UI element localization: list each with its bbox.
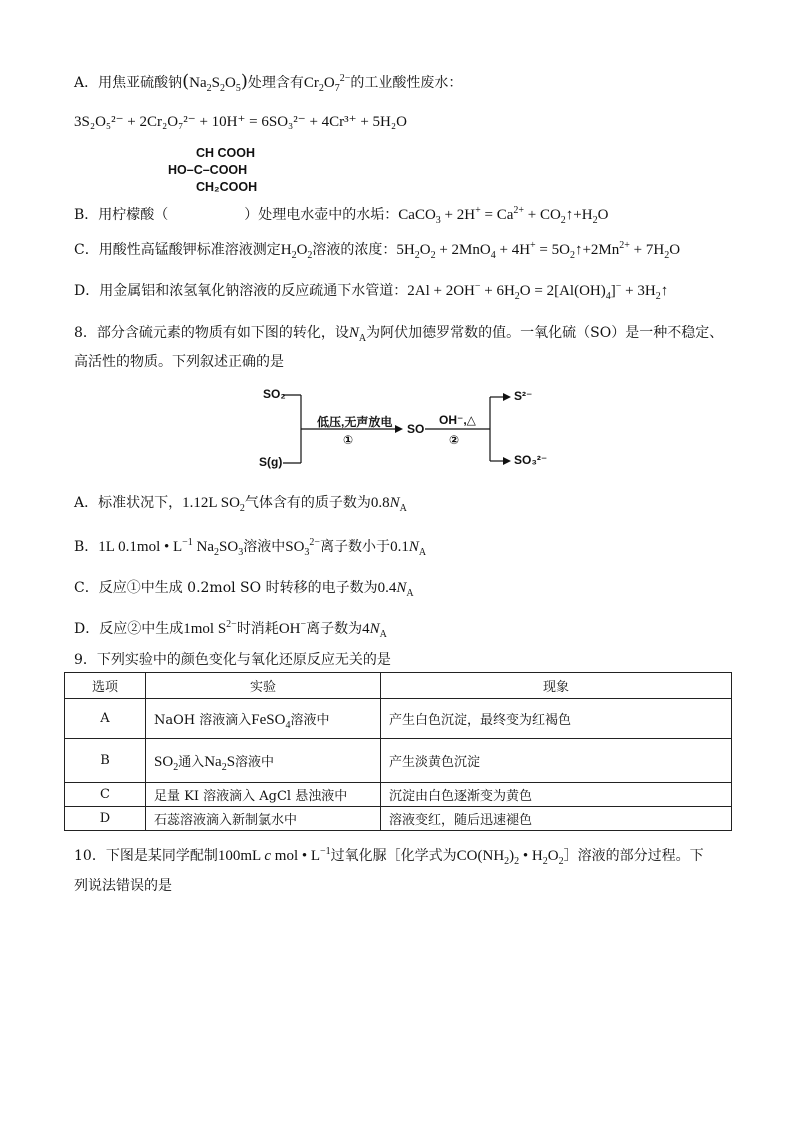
row-experiment: $SO_2$通入$Na_2S$溶液中	[146, 739, 381, 783]
q7-option-a: A．用焦亚硫酸钠$(Na_2S_2O_5)$处理含有$Cr_2O_7^{2-}$的工业酸性废水：	[74, 71, 463, 94]
row-option: D	[65, 807, 146, 831]
q10-stem-line1: 10．下图是某同学配制100mL c mol • $L^{-1}$过氧化脲［化学式为$CO(NH_2)_2$ • $H_2O_2]$溶液的部分过程。下	[74, 846, 704, 867]
row-option: A	[65, 699, 146, 739]
table-row	[65, 739, 732, 783]
row-phenomenon: 溶液变红，随后迅速褪色	[381, 807, 732, 831]
table-row	[65, 807, 732, 831]
row-experiment: 足量 KI 溶液滴入 AgCl 悬浊液中	[146, 783, 381, 807]
q7-option-a-equation: 3S₂O₅²⁻ + 2Cr₂O₇²⁻ + 10H⁺ = 6SO₃²⁻ + 4Cr³⁺ + 5H₂O	[74, 114, 407, 130]
q10-stem-line2: 列说法错误的是	[74, 878, 172, 894]
diagram-middle-so: SO	[407, 422, 425, 436]
row-phenomenon: 产生淡黄色沉淀	[381, 739, 732, 783]
diagram-product-so3: SO₃²⁻	[514, 453, 548, 467]
sulfur-conversion-diagram	[255, 385, 555, 479]
q9-stem: 9．下列实验中的颜色变化与氧化还原反应无关的是	[74, 652, 391, 668]
row-experiment: NaOH 溶液滴入FeSO$_4$溶液中	[146, 699, 381, 739]
q7-option-b: B．用柠檬酸（ ）处理电水壶中的水垢：CaCO$_3$ + $2H^+ = Ca^{2+}$ + $CO_2↑+H_2O$	[74, 205, 609, 226]
q8-option-b: B．1L 0.1mol • $L^{-1}$ $Na_2SO_3$溶液中$SO_3^{2-}$离子数小于$0.1N_A$	[74, 537, 427, 558]
q8-stem-line2: 高活性的物质。下列叙述正确的是	[74, 354, 284, 370]
diagram-arrow2-number: ②	[449, 433, 460, 447]
q8-option-c: C．反应①中生成 0.2mol SO 时转移的电子数为$0.4N_A$	[74, 580, 414, 599]
header-experiment: 实验	[146, 673, 381, 699]
citric-acid-structure: CH COOH HO–C–COOH CH₂COOH	[168, 146, 258, 194]
row-phenomenon: 沉淀由白色逐渐变为黄色	[381, 783, 732, 807]
diagram-reactant-sg: S(g)	[259, 455, 283, 469]
q7-option-d: D．用金属铝和浓氢氧化钠溶液的反应疏通下水管道：$2Al + 2OH^- + 6H_2O = 2[Al(OH)_4]^-$ + $3H_2↑$	[74, 281, 669, 302]
header-option: 选项	[65, 673, 146, 699]
table-header-row	[65, 673, 732, 699]
q8-option-d: D．反应②中生成1mol $S^{2-}$时消耗OH−离子数为$4N_A$	[74, 619, 387, 640]
row-option: B	[65, 739, 146, 783]
diagram-arrow1-condition: 低压,无声放电	[317, 415, 393, 429]
conversion-arrows	[255, 385, 555, 475]
q8-option-a: A．标准状况下，1.12L $SO_2$气体含有的质子数为$0.8N_A$	[74, 495, 407, 514]
table-row	[65, 783, 732, 807]
row-option: C	[65, 783, 146, 807]
diagram-arrow2-condition: OH⁻,△	[439, 413, 476, 427]
q9-experiment-table	[64, 672, 732, 831]
q7-option-c: C．用酸性高锰酸钾标准溶液测定$H_2O_2$溶液的浓度：$5H_2O_2 + 2MnO_4 + 4H^+$ = $5O_2↑+2Mn^{2+} + 7H_2O$	[74, 240, 681, 261]
q8-stem-line1: 8．部分含硫元素的物质有如下图的转化，设$N_A$为阿伏加德罗常数的值。一氧化硫（SO）是一种不稳定、	[74, 325, 724, 344]
diagram-product-s2: S²⁻	[514, 389, 533, 403]
diagram-arrow1-number: ①	[343, 433, 354, 447]
diagram-reactant-so2: SO₂	[263, 387, 286, 401]
header-phenomenon: 现象	[381, 673, 732, 699]
row-phenomenon: 产生白色沉淀，最终变为红褐色	[381, 699, 732, 739]
table-row	[65, 699, 732, 739]
row-experiment: 石蕊溶液滴入新制氯水中	[146, 807, 381, 831]
